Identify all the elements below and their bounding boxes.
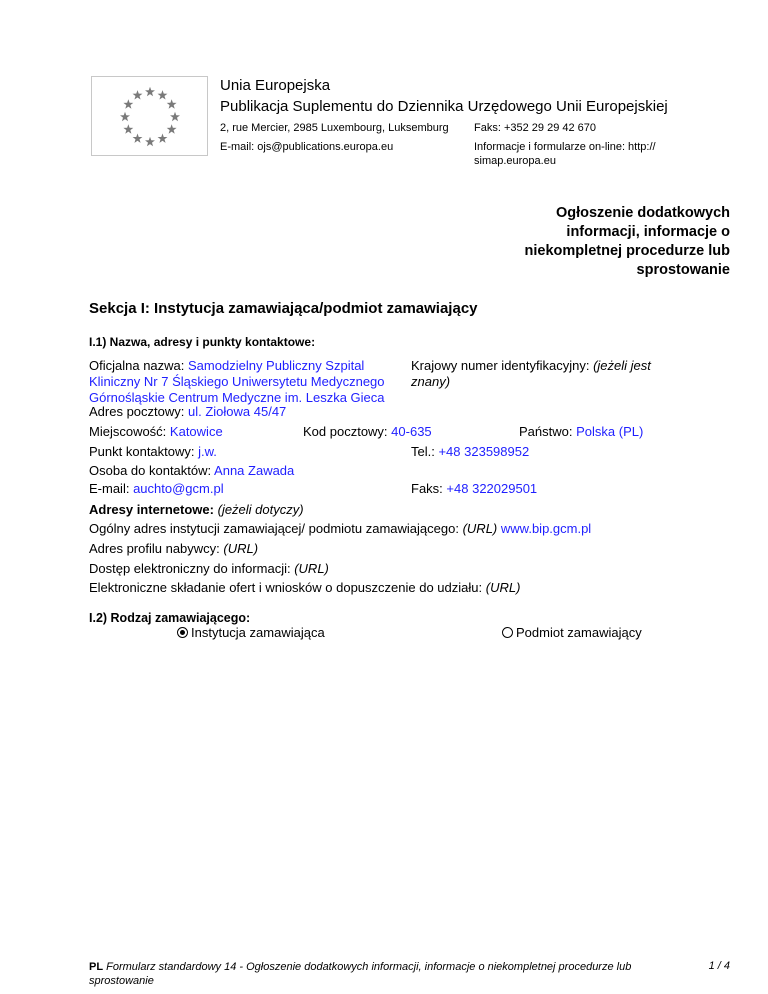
official-name-label: Oficjalna nazwa: <box>89 358 185 373</box>
option2-label: Podmiot zamawiający <box>516 625 642 640</box>
country-label: Państwo: <box>519 424 573 439</box>
notice-title-line2: informacji, informacje o <box>566 224 730 240</box>
e-submission <box>89 580 520 596</box>
option-contracting-authority[interactable] <box>177 625 325 641</box>
radio-unselected-icon[interactable] <box>502 627 513 638</box>
country <box>519 424 643 440</box>
city <box>89 424 223 440</box>
star-icon <box>123 124 133 133</box>
page-number: 1 / 4 <box>708 960 730 972</box>
option1-label: Instytucja zamawiająca <box>191 625 325 640</box>
city-label: Miejscowość: <box>89 424 167 439</box>
footer-text-line2: sprostowanie <box>89 975 154 987</box>
e-submission-url: (URL) <box>485 580 521 595</box>
email <box>89 481 224 497</box>
star-icon <box>167 124 177 133</box>
internet-note: (jeżeli dotyczy) <box>217 502 304 517</box>
e-submission-label: Elektroniczne składanie ofert i wniosków o dopuszczenie do udziału: <box>89 580 483 595</box>
contact-person-label: Osoba do kontaktów: <box>89 463 212 478</box>
notice-title-line3: niekompletnej procedurze lub <box>524 243 730 259</box>
internet-label: Adresy internetowe: <box>89 502 214 517</box>
star-icon <box>133 90 143 99</box>
star-icon <box>158 133 168 142</box>
fax <box>411 481 537 497</box>
header-email: E-mail: ojs@publications.europa.eu <box>220 141 394 153</box>
i2-title: I.2) Rodzaj zamawiającego: <box>89 611 251 625</box>
contact-point <box>89 444 217 460</box>
email-label: E-mail: <box>89 481 130 496</box>
buyer-profile-url: (URL) <box>223 541 259 556</box>
header-address: 2, rue Mercier, 2985 Luxembourg, Luksemburg <box>220 122 449 134</box>
general-address-url: (URL) <box>462 521 498 536</box>
e-access-label: Dostęp elektroniczny do informacji: <box>89 561 291 576</box>
fax-label: Faks: <box>411 481 443 496</box>
star-icon <box>120 112 130 121</box>
official-name <box>89 358 404 406</box>
star-icon <box>145 87 155 96</box>
national-id <box>411 358 691 390</box>
star-icon <box>145 137 155 146</box>
radio-selected-icon[interactable] <box>177 627 188 638</box>
postcode-label: Kod pocztowy: <box>303 424 388 439</box>
national-id-label: Krajowy numer identyfikacyjny: <box>411 358 590 373</box>
postcode <box>303 424 432 440</box>
buyer-profile <box>89 541 258 557</box>
star-icon <box>123 99 133 108</box>
telephone <box>411 444 529 460</box>
tel-label: Tel.: <box>411 444 435 459</box>
header-info-line1: Informacje i formularze on-line: http:// <box>474 141 656 153</box>
header-fax: Faks: +352 29 29 42 670 <box>474 122 597 134</box>
fax-value: +48 322029501 <box>446 481 538 496</box>
postal-value: ul. Ziołowa 45/47 <box>188 404 287 419</box>
footer-text-line1: Formularz standardowy 14 - Ogłoszenie dodatkowych informacji, informacje o niekompletnej procedurze lub <box>106 961 632 973</box>
section-title: Sekcja I: Instytucja zamawiająca/podmiot zamawiający <box>89 300 478 317</box>
notice-title-line4: sprostowanie <box>636 262 730 278</box>
contact-point-value: j.w. <box>198 444 217 459</box>
contact-person <box>89 463 294 479</box>
header-info-line2: simap.europa.eu <box>474 155 556 167</box>
email-value: auchto@gcm.pl <box>133 481 224 496</box>
star-icon <box>170 112 180 121</box>
header-info <box>474 140 656 168</box>
buyer-profile-label: Adres profilu nabywcy: <box>89 541 220 556</box>
national-id-note-line2: znany) <box>411 374 451 389</box>
footer-lang: PL <box>89 961 104 973</box>
e-access-url: (URL) <box>294 561 329 576</box>
star-icon <box>158 90 168 99</box>
i1-title: I.1) Nazwa, adresy i punkty kontaktowe: <box>89 335 316 349</box>
tel-value: +48 323598952 <box>438 444 530 459</box>
contact-person-value: Anna Zawada <box>214 463 295 478</box>
notice-title-line1: Ogłoszenie dodatkowych <box>555 205 730 221</box>
official-name-line2: Kliniczny Nr 7 Śląskiego Uniwersytetu Medycznego <box>89 374 385 389</box>
country-value: Polska (PL) <box>576 424 644 439</box>
contact-point-label: Punkt kontaktowy: <box>89 444 195 459</box>
city-value: Katowice <box>169 424 223 439</box>
header-org: Unia Europejska <box>220 77 331 94</box>
national-id-note-line1: (jeżeli jest <box>593 358 651 373</box>
star-icon <box>133 133 143 142</box>
header-publication: Publikacja Suplementu do Dziennika Urzędowego Unii Europejskiej <box>220 98 668 115</box>
general-address <box>89 521 591 537</box>
star-icon <box>167 99 177 108</box>
postal-address <box>89 404 286 420</box>
eu-stars-icon <box>92 77 209 157</box>
general-address-label: Ogólny adres instytucji zamawiającej/ podmiotu zamawiającego: <box>89 521 459 536</box>
footer <box>89 960 689 988</box>
postal-label: Adres pocztowy: <box>89 404 185 419</box>
postcode-value: 40-635 <box>391 424 432 439</box>
eu-logo <box>91 76 208 156</box>
notice-title <box>490 204 730 280</box>
option-contracting-entity[interactable] <box>502 625 642 641</box>
internet-addresses <box>89 502 304 518</box>
official-name-line3: Górnośląskie Centrum Medyczne im. Leszka Gieca <box>89 390 385 405</box>
e-access <box>89 561 329 577</box>
official-name-line1: Samodzielny Publiczny Szpital <box>188 358 365 373</box>
general-address-link[interactable]: www.bip.gcm.pl <box>500 521 592 536</box>
